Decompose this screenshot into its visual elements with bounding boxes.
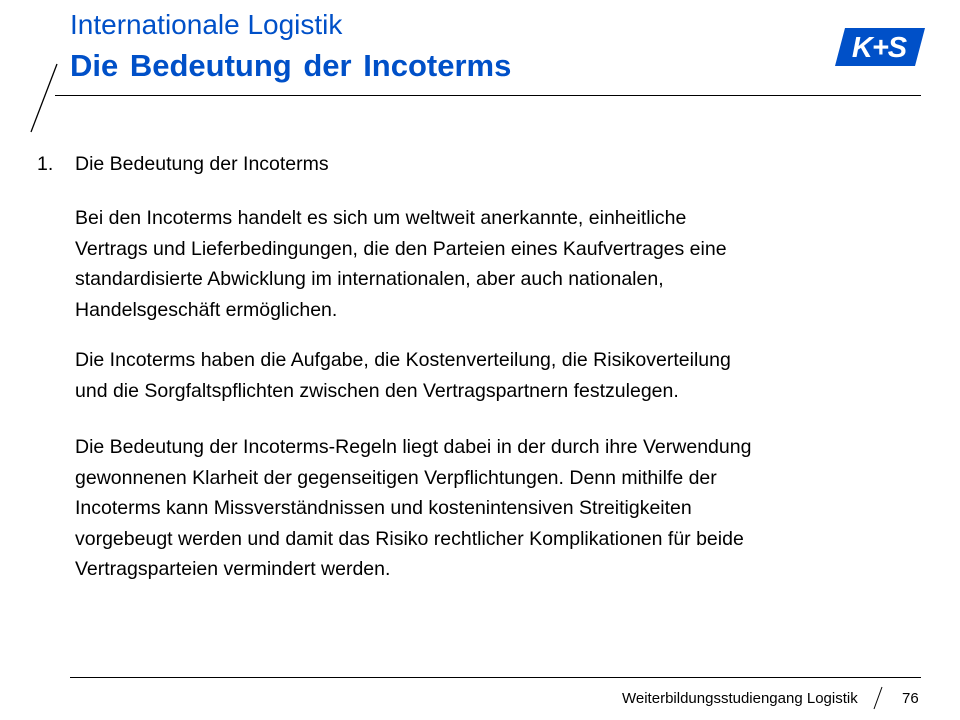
text-line: gewonnenen Klarheit der gegenseitigen Verpflichtungen. Denn mithilfe der [75, 466, 717, 489]
section-heading: Die Bedeutung der Incoterms [75, 153, 329, 175]
text-line: Die Bedeutung der Incoterms-Regeln liegt dabei in der durch ihre Verwendung [75, 436, 752, 458]
paragraph-definition [75, 203, 727, 325]
paragraph-significance [75, 432, 751, 585]
footer-slash [873, 686, 883, 710]
text-line: Handelsgeschäft ermöglichen. [75, 298, 338, 321]
text-line: vorgebeugt werden und damit das Risiko rechtlicher Komplikationen für beide [75, 527, 744, 550]
header-divider [55, 95, 921, 96]
footer-divider [70, 677, 921, 678]
text-line: und die Sorgfaltspflichten zwischen den Vertragspartnern festzulegen. [75, 379, 679, 402]
text-line: Vertrags und Lieferbedingungen, die den Parteien eines Kaufvertrages eine [75, 237, 727, 260]
text-line: Vertragsparteien vermindert werden. [75, 558, 391, 581]
list-number: 1. [37, 153, 54, 175]
slash-decoration [28, 62, 60, 134]
slide-subtitle: Internationale Logistik [70, 9, 343, 40]
text-line: Die Incoterms haben die Aufgabe, die Kostenverteilung, die Risikoverteilung [75, 349, 731, 371]
ks-logo-text: K+S [851, 32, 907, 64]
text-line: standardisierte Abwicklung im internationalen, aber auch nationalen, [75, 268, 664, 291]
footer-course: Weiterbildungsstudiengang Logistik [622, 690, 858, 707]
paragraph-purpose [75, 345, 731, 406]
page-number: 76 [902, 690, 919, 707]
text-line: Bei den Incoterms handelt es sich um weltweit anerkannte, einheitliche [75, 207, 687, 229]
text-line: Incoterms kann Missverständnissen und kostenintensiven Streitigkeiten [75, 497, 692, 520]
slide-title: Die Bedeutung der Incoterms [70, 48, 512, 83]
ks-logo [835, 28, 925, 66]
